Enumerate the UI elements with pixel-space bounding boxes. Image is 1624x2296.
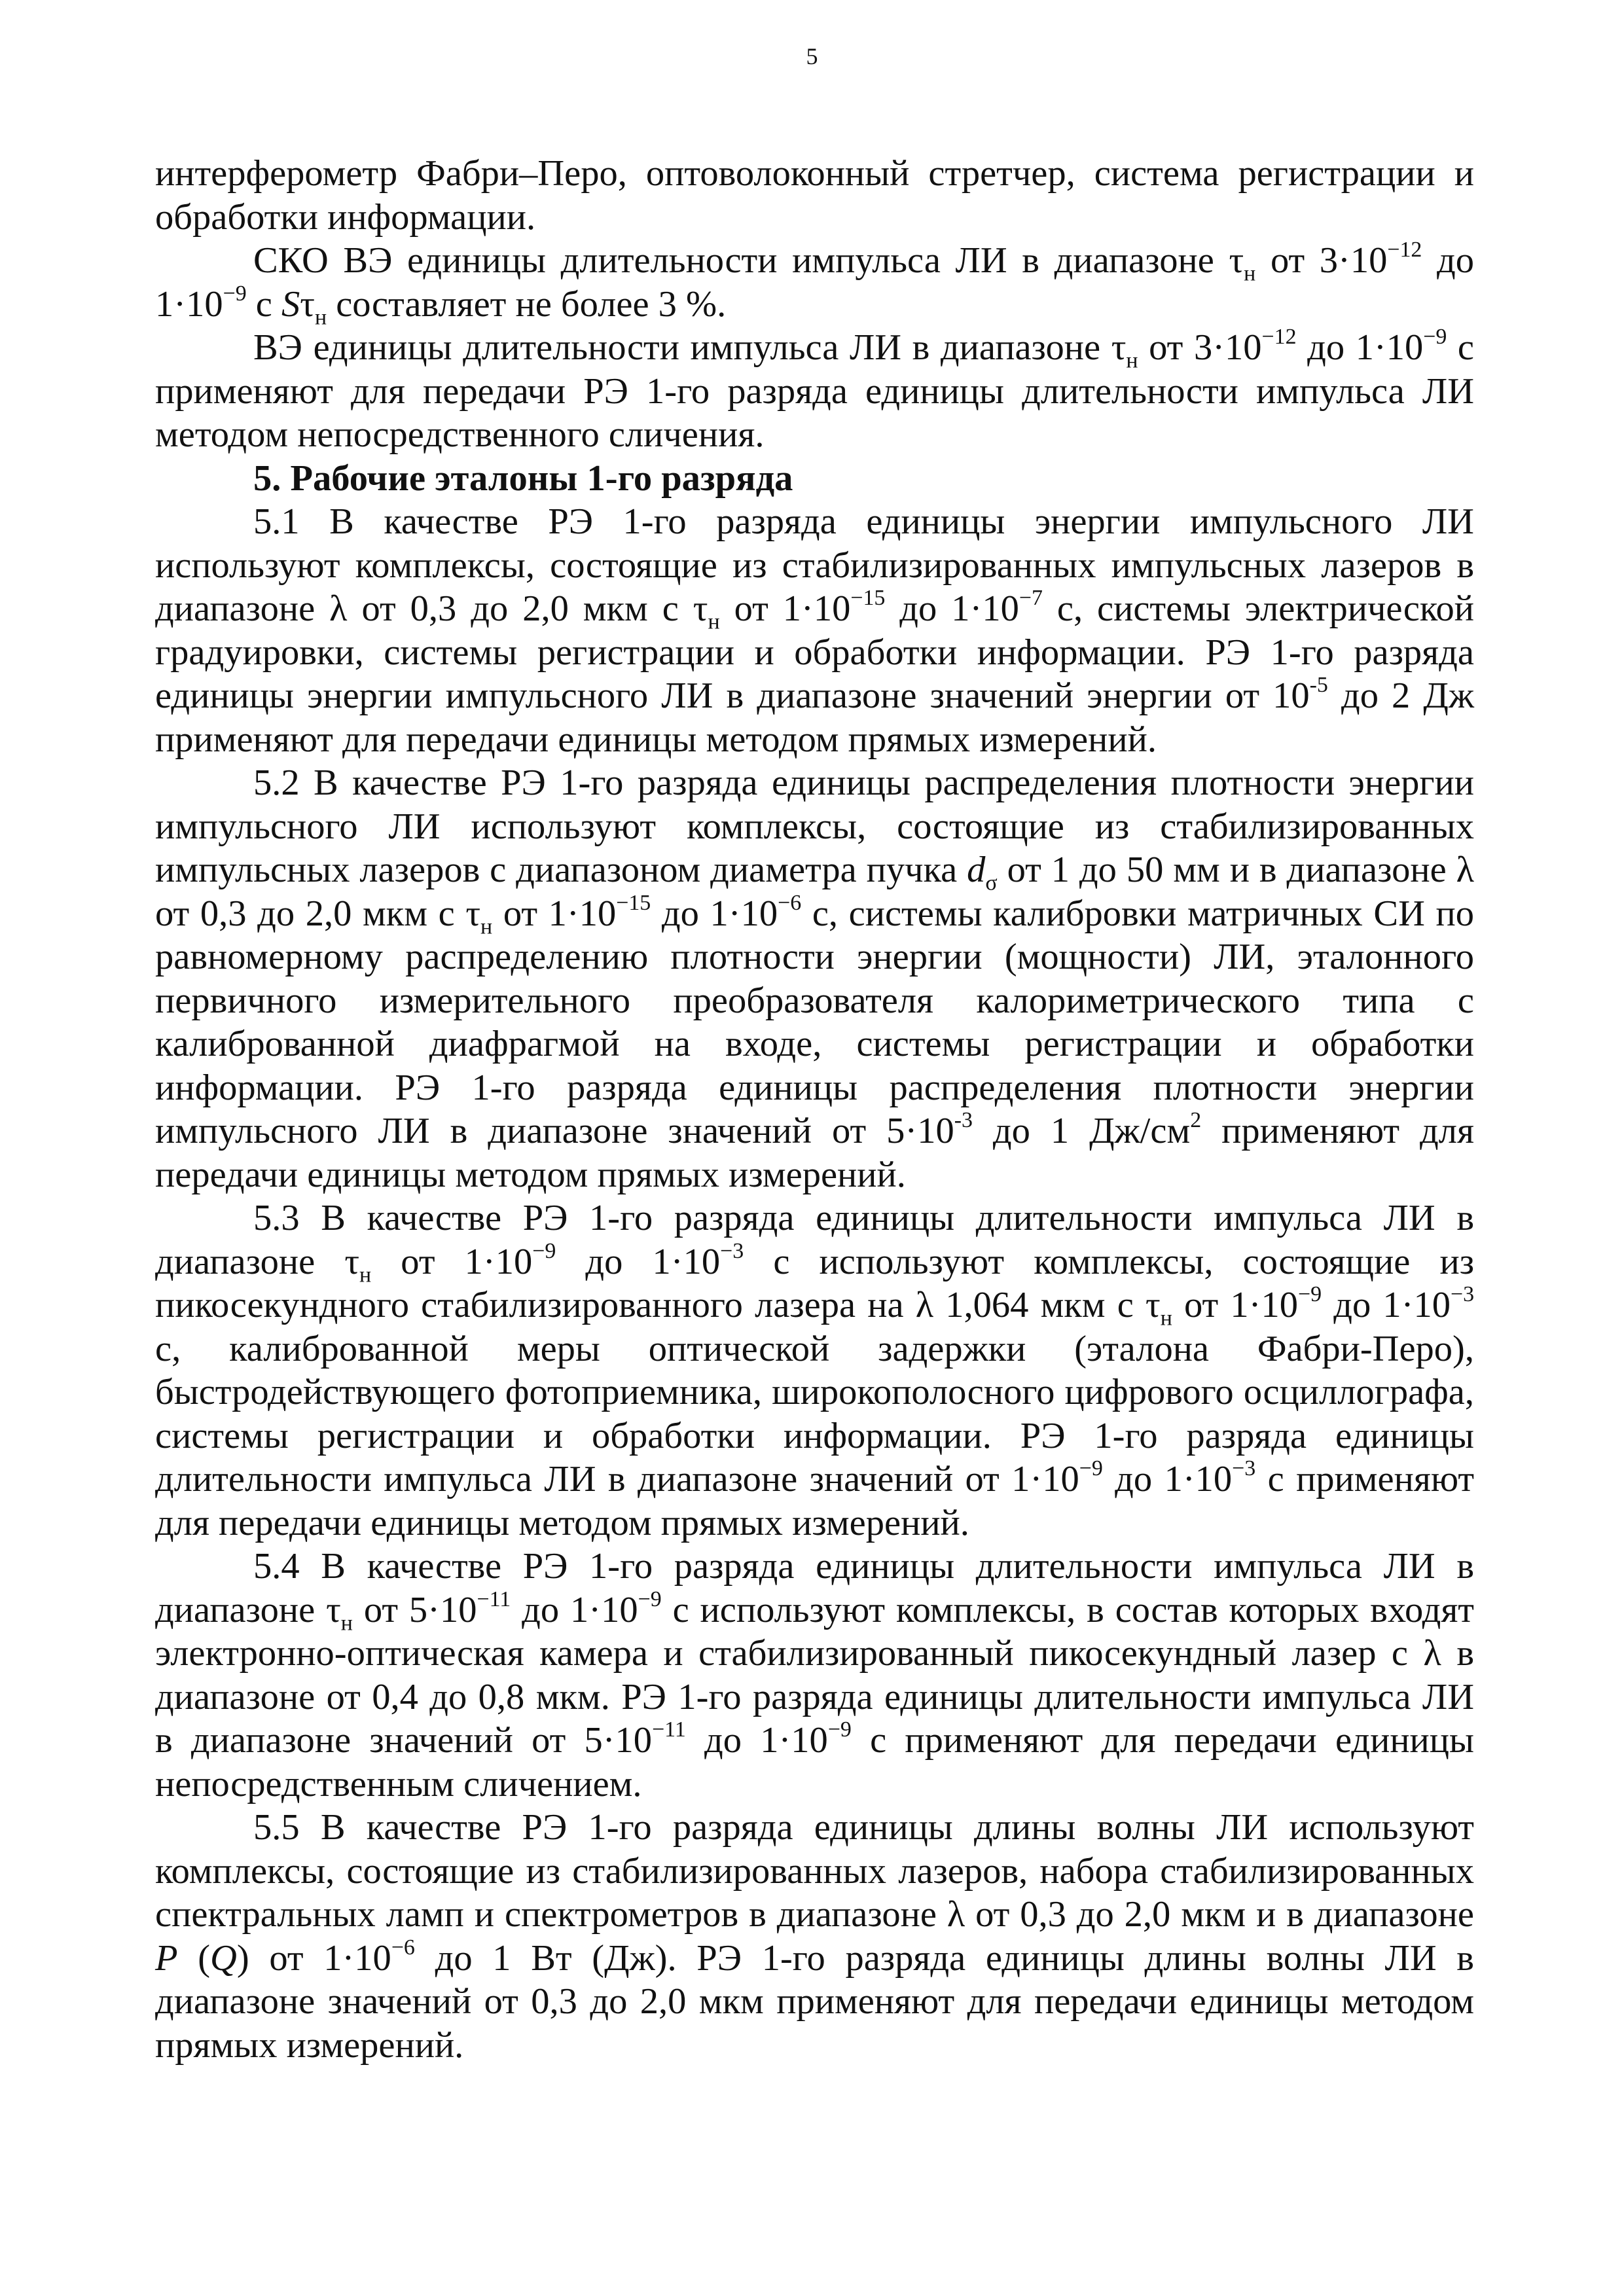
section-heading: 5. Рабочие эталоны 1-го разряда <box>253 457 793 499</box>
page-number: 5 <box>806 43 818 69</box>
paragraph-5-3: 5.3 В качестве РЭ 1-го разряда единицы длительности импульса ЛИ в диапазоне $\tau_н$ от $1\cdot 10^{-9}$ до $1\cdot 10^{-3}$ с используют комплексы, состоящие из пикосекундного стабилизированного лазера на λ 1,064 мкм с $\tau_н$ от $1\cdot 10^{-9}$ до $1\cdot 10^{-3}$ с, калиброванной меры оптической задержки (эталона Фабри-Перо), быстродействующего фотоприемника, широкополосного цифрового осциллографа, системы регистрации и обработки информации. РЭ 1-го разряда единицы длительности импульса ЛИ в диапазоне значений от $1\cdot 10^{-9}$ до $1\cdot 10^{-3}$ с применяют для передачи единицы методом прямых измерений. <box>155 1198 1475 1543</box>
paragraph-5-2: 5.2 В качестве РЭ 1-го разряда единицы распределения плотности энергии импульсного ЛИ используют комплексы, состоящие из стабилизированных импульсных лазеров с диапазоном диаметра пучка $d_\sigma$ от 1 до 50 мм и в диапазоне λ от 0,3 до 2,0 мкм с $\tau_н$ от $1\cdot 10^{-15}$ до $1\cdot 10^{-6}$ с, системы калибровки матричных СИ по равномерному распределению плотности энергии (мощности) ЛИ, эталонного первичного измерительного преобразователя калориметрического типа с калиброванной диафрагмой на входе, системы регистрации и обработки информации. РЭ 1-го разряда единицы распределения плотности энергии импульсного ЛИ в диапазоне значений от $5\cdot 10^{-3}$ до 1 $Дж/см^2$ применяют для передачи единицы методом прямых измерений. <box>155 762 1475 1195</box>
paragraph-intro-1: интерферометр Фабри–Перо, оптоволоконный стретчер, система регистрации и обработки информации. <box>155 153 1474 238</box>
paragraph-5-1: 5.1 В качестве РЭ 1-го разряда единицы энергии импульсного ЛИ используют комплексы, состоящие из стабилизированных импульсных лазеров в диапазоне λ от 0,3 до 2,0 мкм с $\tau_н$ от $1\cdot 10^{-15}$ до $1\cdot 10^{-7}$ с, системы электрической градуировки, системы регистрации и обработки информации. РЭ 1-го разряда единицы энергии импульсного ЛИ в диапазоне значений энергии от $10^{-5}$ до 2 Дж применяют для передачи единицы методом прямых измерений. <box>155 501 1474 760</box>
document-body <box>155 152 1474 2067</box>
paragraph-intro-2: СКО ВЭ единицы длительности импульса ЛИ в диапазоне $\tau_н$ от $3\cdot 10^{-12}$ до $1\cdot 10^{-9}$ с $S\tau_н$ составляет не более 3 %. <box>155 238 1474 329</box>
paragraph-5-4: 5.4 В качестве РЭ 1-го разряда единицы длительности импульса ЛИ в диапазоне $\tau_н$ от $5\cdot 10^{-11}$ до $1\cdot 10^{-9}$ с используют комплексы, в состав которых входят электронно-оптическая камера и стабилизированный пикосекундный лазер с λ в диапазоне от 0,4 до 0,8 мкм. РЭ 1-го разряда единицы длительности импульса ЛИ в диапазоне значений от $5\cdot 10^{-11}$ до $1\cdot 10^{-9}$ с применяют для передачи единицы непосредственным сличением. <box>155 1546 1474 1804</box>
paragraph-5-5: 5.5 В качестве РЭ 1-го разряда единицы длины волны ЛИ используют комплексы, состоящие из стабилизированных лазеров, набора стабилизированных спектральных ламп и спектрометров в диапазоне λ от 0,3 до 2,0 мкм и в диапазоне P (Q) от $1\cdot 10^{-6}$ до 1 Вт (Дж). РЭ 1-го разряда единицы длины волны ЛИ в диапазоне значений от 0,3 до 2,0 мкм применяют для передачи единицы методом прямых измерений. <box>155 1807 1474 2066</box>
paragraph-intro-3: ВЭ единицы длительности импульса ЛИ в диапазоне $\tau_н$ от $3\cdot 10^{-12}$ до $1\cdot 10^{-9}$ с применяют для передачи РЭ 1-го разряда единицы длительности импульса ЛИ методом непосредственного сличения. <box>155 325 1475 455</box>
